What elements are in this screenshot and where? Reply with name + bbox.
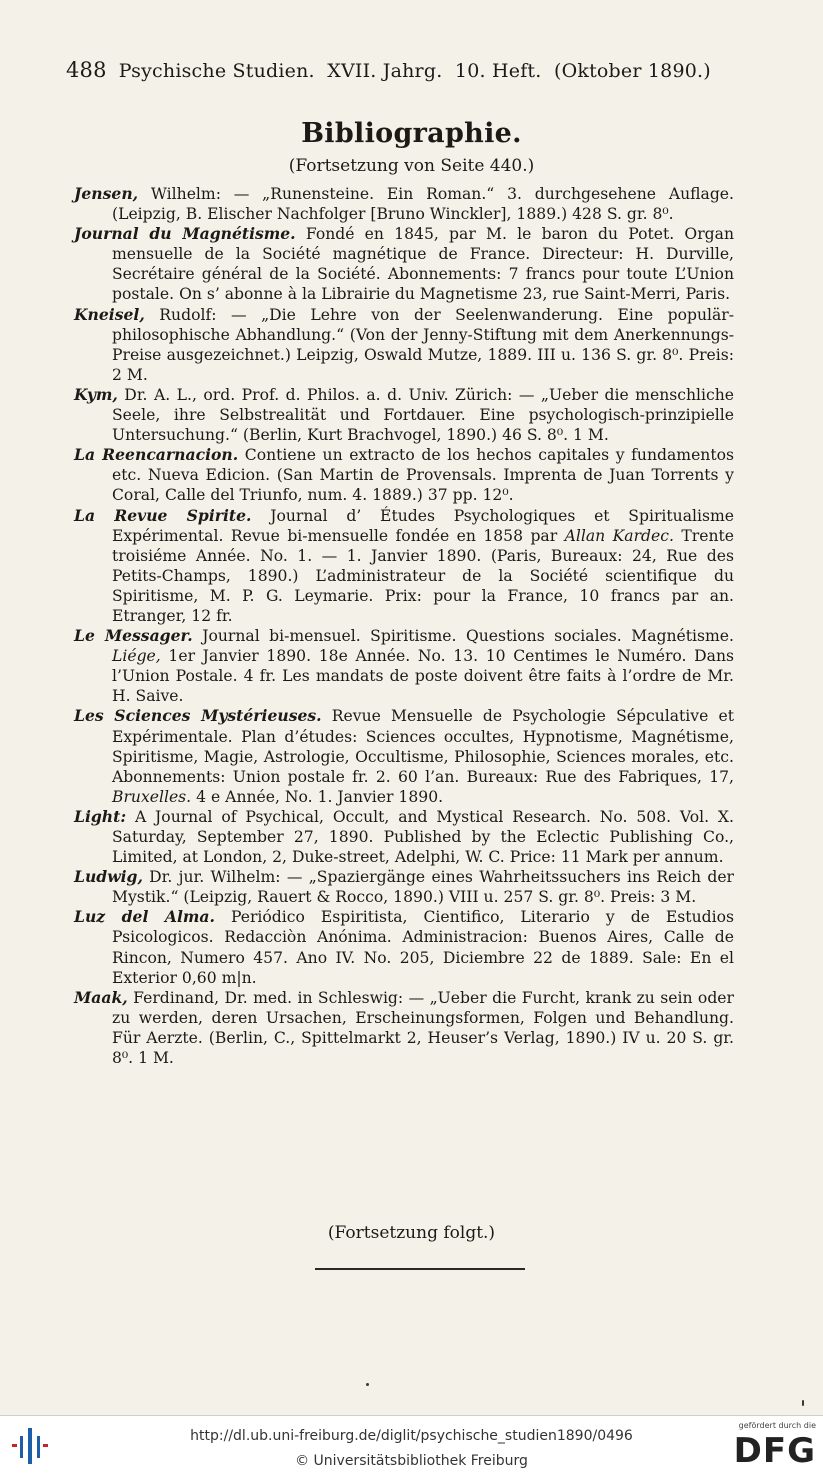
entry-text: Journal d’ Études Psychologiques et Spiritualisme Expérimental. Revue bi-mensuelle fondée en 1858 par [112,506,734,545]
entry-head: Ludwig, [74,867,143,887]
entry-italic: Bruxelles. [112,787,192,806]
bibliography-entry [74,907,734,987]
entry-text: Rudolf: — „Die Lehre von der Seelenwanderung. Eine populär-philosophische Abhandlung.“ (Von der Jenny-Stiftung mit dem Anerkennungs-Preise ausgezeichnet.) Leipzig, Oswald Mutze, 1889. III u. 136 S. gr. 8⁰. Preis: 2 M. [112,305,734,384]
bibliography-entry [74,184,734,224]
entry-italic: Liége, [112,647,161,666]
entry-head: Maak, [74,987,128,1007]
entry-text: Dr. A. L., ord. Prof. d. Philos. a. d. Univ. Zürich: — „Ueber die menschliche Seele, ihre Selbstrealität und Fortdauer. Eine psychologisch-prinzipielle Untersuchung.“ (Berlin, Kurt Brachvogel, 1890.) 46 S. 8⁰. 1 M. [112,385,734,445]
entry-head: La Revue Spirite. [74,505,252,525]
page-title: Bibliographie. [301,118,522,149]
entry-text: Revue Mensuelle de Psychologie Sépculative et Expérimentale. Plan d’études: Sciences occultes, Hypnotisme, Magnétisme, Spiritisme, Magie, Astrologie, Occultisme, Philosophie, Sciences morales, etc. Abonnements: Union postale fr. 2. 60 l’an. Bureaux: Rue des Fabriques, 17, [112,707,734,786]
bibliography-entry [74,305,734,385]
sponsor-caption: gefördert durch die [738,1421,816,1430]
entry-text: Periódico Espiritista, Cientifico, Literario y de Estudios Psicologicos. Redacciòn Anónima. Administracion: Buenos Aires, Calle de Rincon, Numero 457. Ano IV. No. 205, Diciembre 22 de 1889. Sale: En el Exterior 0,60 m|n. [112,908,734,987]
entry-text: Journal bi-mensuel. Spiritisme. Questions sociales. Magnétisme. [192,627,734,646]
bibliography-list [74,184,734,1068]
entry-head: Kneisel, [74,304,145,324]
entry-italic: Allan Kardec. [564,526,674,545]
entry-text: Contiene un extracto de los hechos capitales y fundamentos etc. Nueva Edicion. (San Martin de Provensals. Imprenta de Juan Torrents y Coral, Calle del Triunfo, num. 4. 1889.) 37 pp. 12⁰. [112,446,734,505]
entry-text: Dr. jur. Wilhelm: — „Spaziergänge eines Wahrheitssuchers ins Reich der Mystik.“ (Leipzig, Rauert & Rocco, 1890.) VIII u. 257 S. gr. 8⁰. Preis: 3 M. [112,868,734,907]
entry-text: Fondé en 1845, par M. le baron du Potet. Organ mensuelle de la Société magnétique de France. Directeur: H. Durville, Secrétaire général de la Société. Abonnements: 7 francs pour toute L’Union postale. On s’ abonne à la Librairie du Magnetisme 23, rue Saint-Merri, Paris. [112,225,734,304]
page-number: 488 [66,58,107,82]
dfg-logo [726,1421,816,1471]
running-title: Psychische Studien. XVII. Jahrg. 10. Heft. (Oktober 1890.) [118,60,711,82]
bibliography-entry [74,867,734,907]
bibliography-entry [74,626,734,706]
bibliography-entry [74,385,734,445]
print-speck [802,1400,804,1406]
bibliography-entry [74,807,734,867]
running-head [66,58,766,82]
bibliography-entry [74,988,734,1068]
entry-head: Le Messager. [74,626,193,646]
dfg-logo-text: DFG [733,1431,816,1471]
entry-head: Journal du Magnétisme. [74,224,296,244]
entry-head: Light: [74,806,127,826]
viewer-footer-bar [0,1415,823,1475]
end-rule [315,1268,525,1270]
entry-text: Wilhelm: — „Runensteine. Ein Roman.“ 3. durchgesehene Auflage. (Leipzig, B. Elischer Nachfolger [Bruno Winckler], 1889.) 428 S. gr. 8⁰. [112,185,734,224]
entry-head: Les Sciences Mystérieuses. [74,706,322,726]
bibliography-entry [74,445,734,505]
entry-head: Jensen, [74,184,139,203]
page-subtitle: (Fortsetzung von Seite 440.) [288,156,535,176]
copyright-notice: © Universitätsbibliothek Freiburg [295,1453,528,1469]
entry-head: Kym, [74,384,118,404]
entry-text: 1er Janvier 1890. 18e Année. No. 13. 10 Centimes le Numéro. Dans l’Union Postale. 4 fr. Les mandats de poste doivent être faits à l’ordre de Mr. H. Saive. [112,647,734,706]
bibliography-entry [74,224,734,304]
continuation-note: (Fortsetzung folgt.) [327,1223,496,1243]
entry-head: La Reencarnacion. [74,445,239,465]
bibliography-entry [74,506,734,627]
entry-head: Luz del Alma. [74,907,215,927]
entry-text: A Journal of Psychical, Occult, and Mystical Research. No. 508. Vol. X. Saturday, September 27, 1890. Published by the Eclectic Publishing Co., Limited, at London, 2, Duke-street, Adelphi, W. C. Price: 11 Mark per annum. [112,807,734,867]
entry-text: Ferdinand, Dr. med. in Schleswig: — „Ueber die Furcht, krank zu sein oder zu werden, deren Ursachen, Erscheinungsformen, Folgen und Behandlung. Für Aerzte. (Berlin, C., Spittelmarkt 2, Heuser’s Verlag, 1890.) IV u. 20 S. gr. 8⁰. 1 M. [112,988,734,1068]
entry-text: 4 e Année, No. 1. Janvier 1890. [191,787,444,806]
print-speck [366,1383,369,1386]
permalink-url[interactable]: http://dl.ub.uni-freiburg.de/diglit/psychische_studien1890/0496 [190,1428,633,1444]
entry-text: Trente troisiéme Année. No. 1. — 1. Janvier 1890. (Paris, Bureaux: 24, Rue des Petits-Champs, 1890.) L’administrateur de la Société scientifique du Spiritisme, M. P. G. Leymarie. Prix: pour la France, 10 francs par an. Etranger, 12 fr. [112,526,735,625]
bibliography-entry [74,706,734,806]
